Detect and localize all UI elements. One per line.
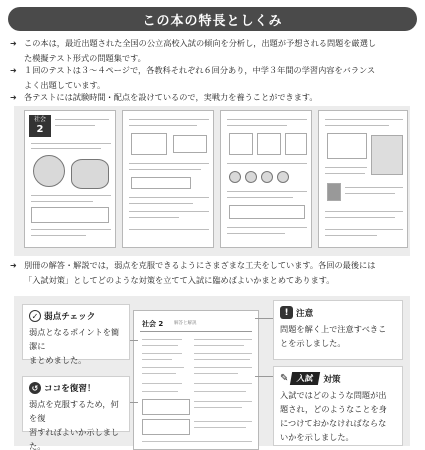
title-banner xyxy=(8,7,417,31)
bullet-3: ➜ 各テストには試験時間・配点を設けているので，実戦力を養うことができます。 xyxy=(10,90,416,105)
card-weak-check: ✓ 弱点チェック 弱点となるポイントを簡潔に まとめました。 xyxy=(22,304,130,360)
return-arrow-icon: ↺ xyxy=(29,382,41,394)
arrow-icon: ➜ xyxy=(10,93,17,102)
arrow-icon: ➜ xyxy=(10,261,17,270)
card-review: ↺ ココを復習！ 弱点を克服するため，何を復 習すればよいか示しました。 xyxy=(22,376,130,432)
sample-page-4 xyxy=(318,110,408,248)
arrow-icon: ➜ xyxy=(10,39,17,48)
sample-page-3 xyxy=(220,110,312,248)
bullet-1: ➜ この本は，最近出題された全国の公立高校入試の傾向を分析し，出題が予想される問題を厳選し た模擬テスト形式の問題集です。 xyxy=(10,38,377,63)
card-caution: ! 注意 問題を解く上で注意すべきこ とを示しました。 xyxy=(273,300,403,360)
page-title: この本の特長としくみ xyxy=(142,13,283,29)
sample-page-1 xyxy=(24,110,116,248)
card-exam-strategy: ✎ 入試 対策 入試ではどのような問題が出 題され，どのようなことを身 につけておかなければならな いかを示しました。 xyxy=(273,366,403,446)
bullet-2: ➜ １回のテストは３～４ページで，各教科それぞれ６回分あり，中学３年間の学習内容をバランス よく出題しています。 xyxy=(10,65,376,90)
pencil-icon: ✎ xyxy=(280,373,289,384)
check-icon: ✓ xyxy=(29,310,41,322)
bullet-4: ➜ 別冊の解答・解説では，弱点を克服できるようにさまざまな工夫をしています。各回の最後には 「入試対策」としてどのような対策を立てて入試に臨めばよいかまとめてあります。 xyxy=(10,260,376,285)
answer-sheet-sample: 社会 2 解答と解説 xyxy=(133,310,259,450)
arrow-icon: ➜ xyxy=(10,66,17,75)
sample-page-2 xyxy=(122,110,214,248)
exclamation-icon: ! xyxy=(280,306,293,319)
subject-tab: 社会 2 xyxy=(29,115,51,137)
